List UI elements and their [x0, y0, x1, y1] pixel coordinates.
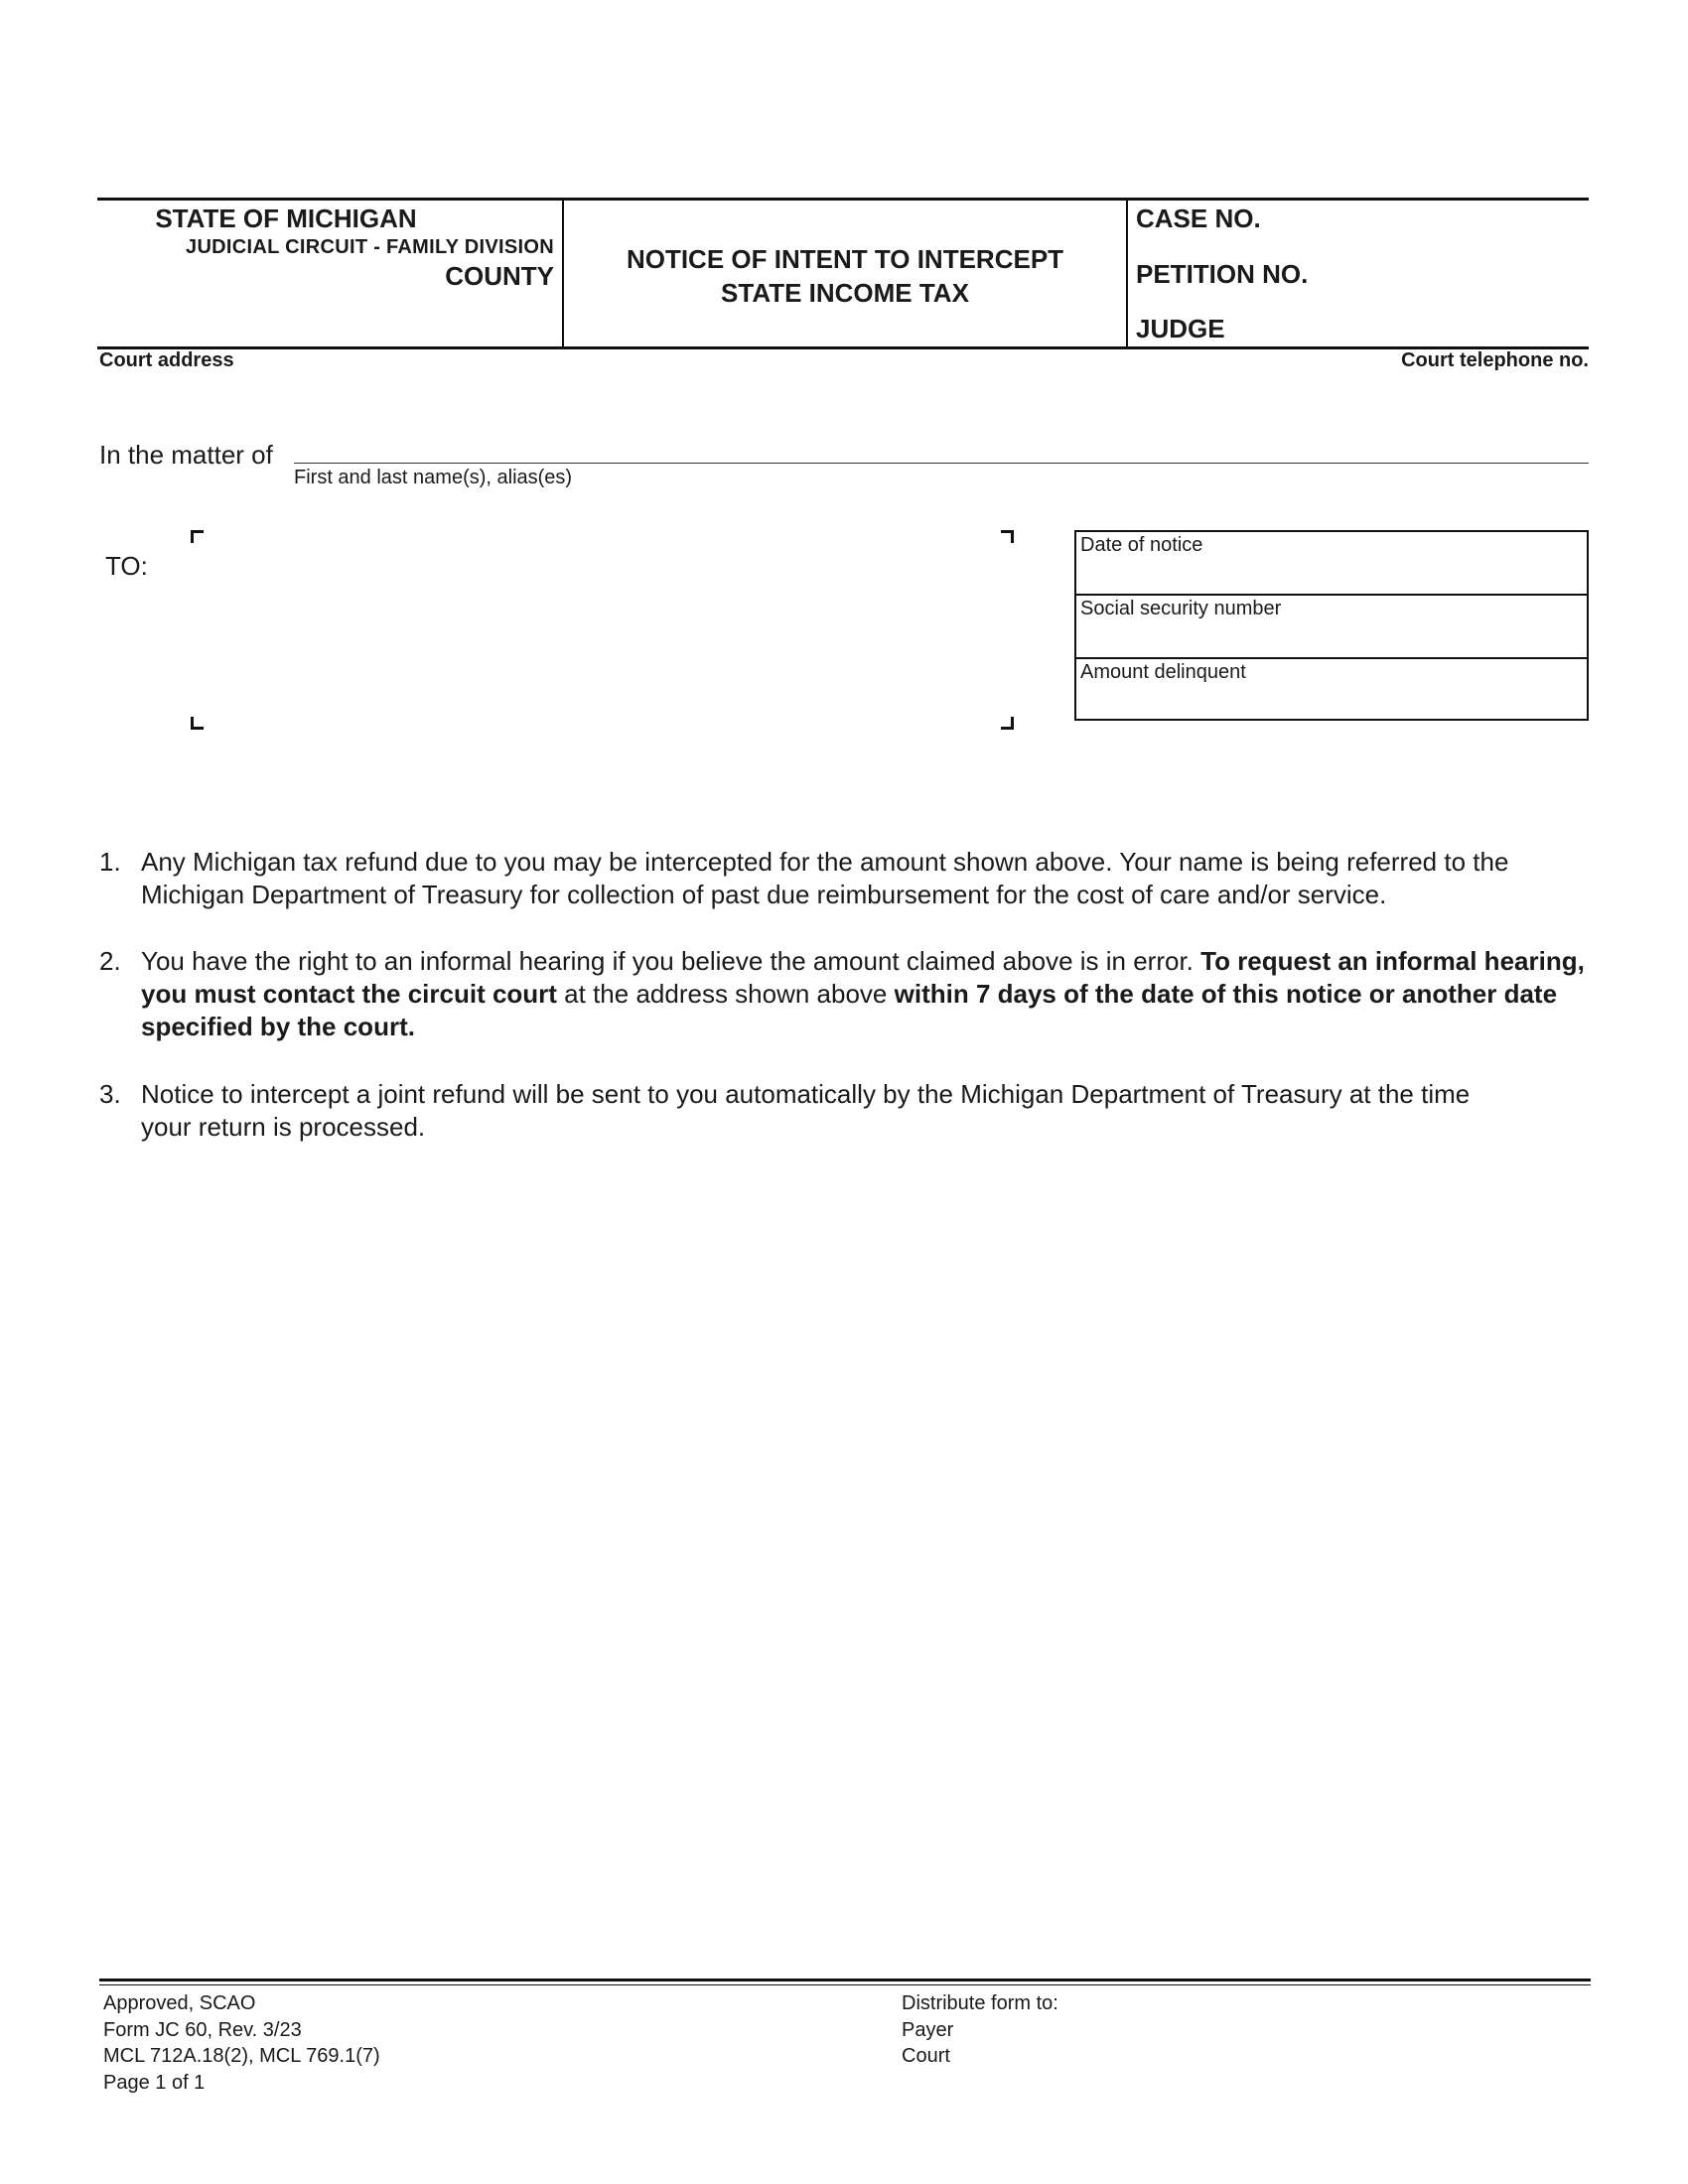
footer-page: Page 1 of 1 — [103, 2071, 206, 2094]
address-corner-top-left — [191, 530, 204, 543]
header-top-rule — [97, 198, 1589, 201]
matter-name-sublabel: First and last name(s), alias(es) — [294, 467, 573, 488]
header-divider-right — [1126, 198, 1128, 348]
paragraph-1 — [99, 846, 1599, 911]
paragraph-3 — [99, 1078, 1599, 1144]
matter-label: In the matter of — [99, 440, 273, 470]
social-security-number-field[interactable] — [1076, 596, 1587, 659]
matter-name-field[interactable] — [294, 463, 1589, 464]
form-title-line2: STATE INCOME TAX — [721, 278, 969, 308]
distribute-payer: Payer — [902, 2018, 954, 2041]
footer-form-number: Form JC 60, Rev. 3/23 — [103, 2018, 302, 2041]
county-label: COUNTY — [445, 261, 554, 291]
case-number-label: CASE NO. — [1136, 204, 1261, 233]
paragraph-2-bold-a: To request an informal hearing, you must contact the circuit court — [141, 946, 1585, 1009]
court-telephone-label: Court telephone no. — [1401, 349, 1589, 371]
paragraph-3-line1: Notice to intercept a joint refund will be sent to you automatically by the Michigan Department of Treasury at the time — [141, 1079, 1471, 1109]
paragraph-2 — [99, 945, 1599, 1043]
judge-label: JUDGE — [1136, 314, 1225, 343]
form-title — [564, 242, 1126, 310]
judicial-circuit-label: JUDICIAL CIRCUIT - FAMILY DIVISION — [186, 236, 554, 258]
address-corner-top-right — [1001, 530, 1014, 543]
paragraph-3-number: 3. — [99, 1079, 121, 1109]
court-address-label: Court address — [99, 349, 234, 371]
amount-delinquent-label: Amount delinquent — [1080, 661, 1246, 683]
paragraph-2-bold-b: within 7 days of the date of this notice or another date specified by the court. — [141, 979, 1558, 1041]
paragraph-3-line2: your return is processed. — [141, 1112, 426, 1142]
paragraph-2-text-b: at the address shown above — [556, 979, 895, 1009]
footer-rule-thick — [99, 1979, 1591, 1981]
state-name: STATE OF MICHIGAN — [155, 204, 417, 233]
paragraph-1-number: 1. — [99, 847, 121, 877]
footer-mcl: MCL 712A.18(2), MCL 769.1(7) — [103, 2045, 380, 2067]
paragraph-1-line2: Michigan Department of Treasury for collection of past due reimbursement for the cost of care and/or service. — [141, 880, 1387, 909]
address-corner-bottom-left — [191, 717, 204, 730]
petition-number-label: PETITION NO. — [1136, 259, 1309, 289]
paragraph-2-number: 2. — [99, 946, 121, 976]
footer-distribution — [902, 1990, 1058, 2070]
form-title-line1: NOTICE OF INTENT TO INTERCEPT — [626, 244, 1064, 274]
to-label: TO: — [105, 551, 148, 581]
social-security-number-label: Social security number — [1080, 598, 1282, 619]
paragraph-2-text-a: You have the right to an informal hearing if you believe the amount claimed above is in error. — [141, 946, 1201, 976]
footer-rule-thin — [99, 1984, 1591, 1985]
paragraph-1-line1: Any Michigan tax refund due to you may be intercepted for the amount shown above. Your name is being referred to the — [141, 847, 1509, 877]
address-corner-bottom-right — [1001, 717, 1014, 730]
date-of-notice-label: Date of notice — [1080, 534, 1203, 556]
date-of-notice-field[interactable] — [1076, 532, 1587, 596]
amount-delinquent-field[interactable] — [1076, 659, 1587, 723]
notice-info-box — [1074, 530, 1589, 721]
footer-form-info — [103, 1990, 380, 2096]
footer-approved: Approved, SCAO — [103, 1992, 256, 2014]
distribute-court: Court — [902, 2045, 950, 2067]
distribute-label: Distribute form to: — [902, 1992, 1058, 2014]
